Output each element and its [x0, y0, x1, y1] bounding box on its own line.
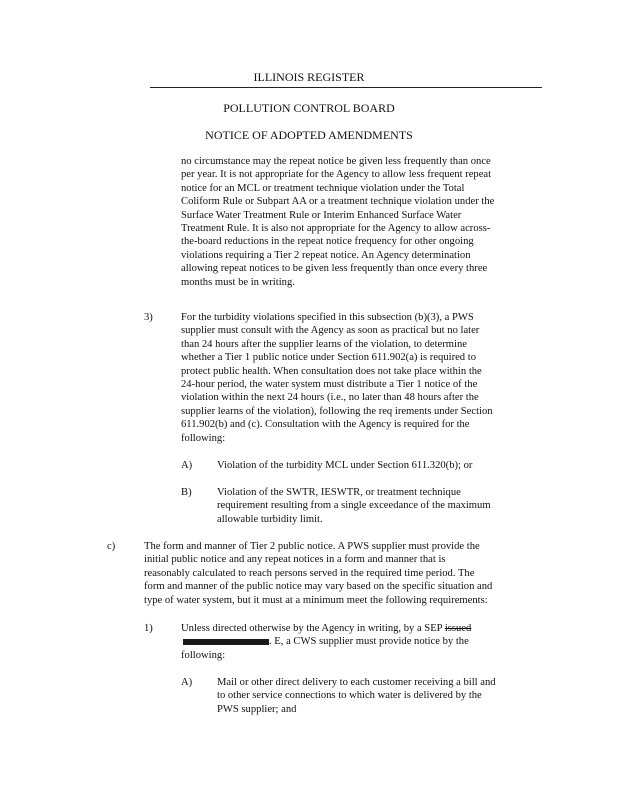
text-line: notice for an MCL or treatment technique violation under the Total [181, 182, 465, 194]
redaction-mark [183, 639, 269, 645]
item-c1a-text [217, 676, 496, 716]
section-c-paragraph [144, 540, 492, 607]
item-c1-paragraph [181, 622, 471, 662]
text-line: supplier learns of the violation), following the req irements under Section [181, 405, 493, 417]
item-3a-text [217, 459, 472, 472]
item-c1a-label: A) [181, 677, 193, 688]
text-line: Mail or other direct delivery to each customer receiving a bill and [217, 677, 496, 688]
text-line: 611.902(b) and (c). Consultation with the Agency is required for the [181, 419, 470, 431]
text-line: no circumstance may the repeat notice be given less frequently than once [181, 156, 491, 167]
text-line: whether a Tier 1 public notice under Section 611.902(a) is required to [181, 352, 476, 364]
register-title: ILLINOIS REGISTER [253, 70, 365, 84]
item-3-label: 3) [144, 312, 153, 323]
item-3b-label: B) [181, 487, 192, 498]
continuation-paragraph [181, 155, 494, 289]
text-line: reasonably calculated to reach persons served in the required time period. The [144, 567, 475, 579]
header-rule [150, 87, 542, 88]
text-line: Surface Water Treatment Rule or Interim Enhanced Surface Water [181, 209, 462, 221]
text-line: supplier must consult with the Agency as soon as practical but no later [181, 325, 480, 337]
item-3b-text [217, 486, 491, 526]
section-c-label: c) [107, 541, 116, 552]
notice-title: NOTICE OF ADOPTED AMENDMENTS [205, 128, 413, 142]
text-line: Coliform Rule or Subpart AA or a treatment technique violation under the [181, 196, 495, 208]
text-line: requirement resulting from a single exceedance of the maximum [217, 500, 491, 512]
text-line: PWS supplier; and [217, 703, 297, 715]
text-line: violations requiring a Tier 2 repeat notice. An Agency determination [181, 249, 471, 261]
text-line: to other service connections to which water is delivered by the [217, 690, 482, 702]
text-line: violation within the next 24 hours (i.e., no later than 48 hours after the [181, 392, 479, 404]
board-name: POLLUTION CONTROL BOARD [223, 101, 395, 115]
text-line: For the turbidity violations specified in this subsection (b)(3), a PWS [181, 312, 474, 323]
text-line: the-board reductions in the repeat notice frequency for other ongoing [181, 236, 474, 248]
text-line: allowable turbidity limit. [217, 513, 323, 525]
text-line: form and manner of the public notice may vary based on the specific situation and [144, 581, 493, 593]
text-run: Unless directed otherwise by the Agency in writing, by a SEP [181, 623, 445, 634]
item-c1-label: 1) [144, 623, 153, 634]
text-line: protect public health. When consultation does not take place within the [181, 365, 482, 377]
text-line: 24-hour period, the water system must distribute a Tier 1 notice of the [181, 379, 478, 391]
text-line: The form and manner of Tier 2 public notice. A PWS supplier must provide the [144, 541, 480, 552]
item-3-paragraph [181, 311, 493, 445]
item-3a-label: A) [181, 460, 193, 471]
text-line: following: [181, 432, 226, 444]
text-line [181, 622, 471, 635]
text-line [181, 635, 471, 648]
text-run: . E, a CWS supplier must provide notice by the [269, 636, 469, 648]
text-line: months must be in writing. [181, 276, 295, 288]
text-line: Treatment Rule. It is also not appropriate for the Agency to allow across- [181, 223, 491, 235]
text-line: initial public notice and any repeat notices in a form and manner that is [144, 554, 446, 566]
text-line: type of water system, but it must at a minimum meet the following requirements: [144, 594, 488, 606]
text-line: per year. It is not appropriate for the Agency to allow less frequent repeat [181, 169, 492, 181]
text-line: Violation of the SWTR, IESWTR, or treatment technique [217, 487, 461, 498]
text-line: than 24 hours after the supplier learns of the violation, to determine [181, 338, 467, 350]
struck-text: issued [444, 623, 472, 634]
text-line: Violation of the turbidity MCL under Section 611.320(b); or [217, 460, 473, 471]
text-line: allowing repeat notices to be given less frequently than once every three [181, 263, 488, 275]
text-line: following: [181, 649, 226, 661]
